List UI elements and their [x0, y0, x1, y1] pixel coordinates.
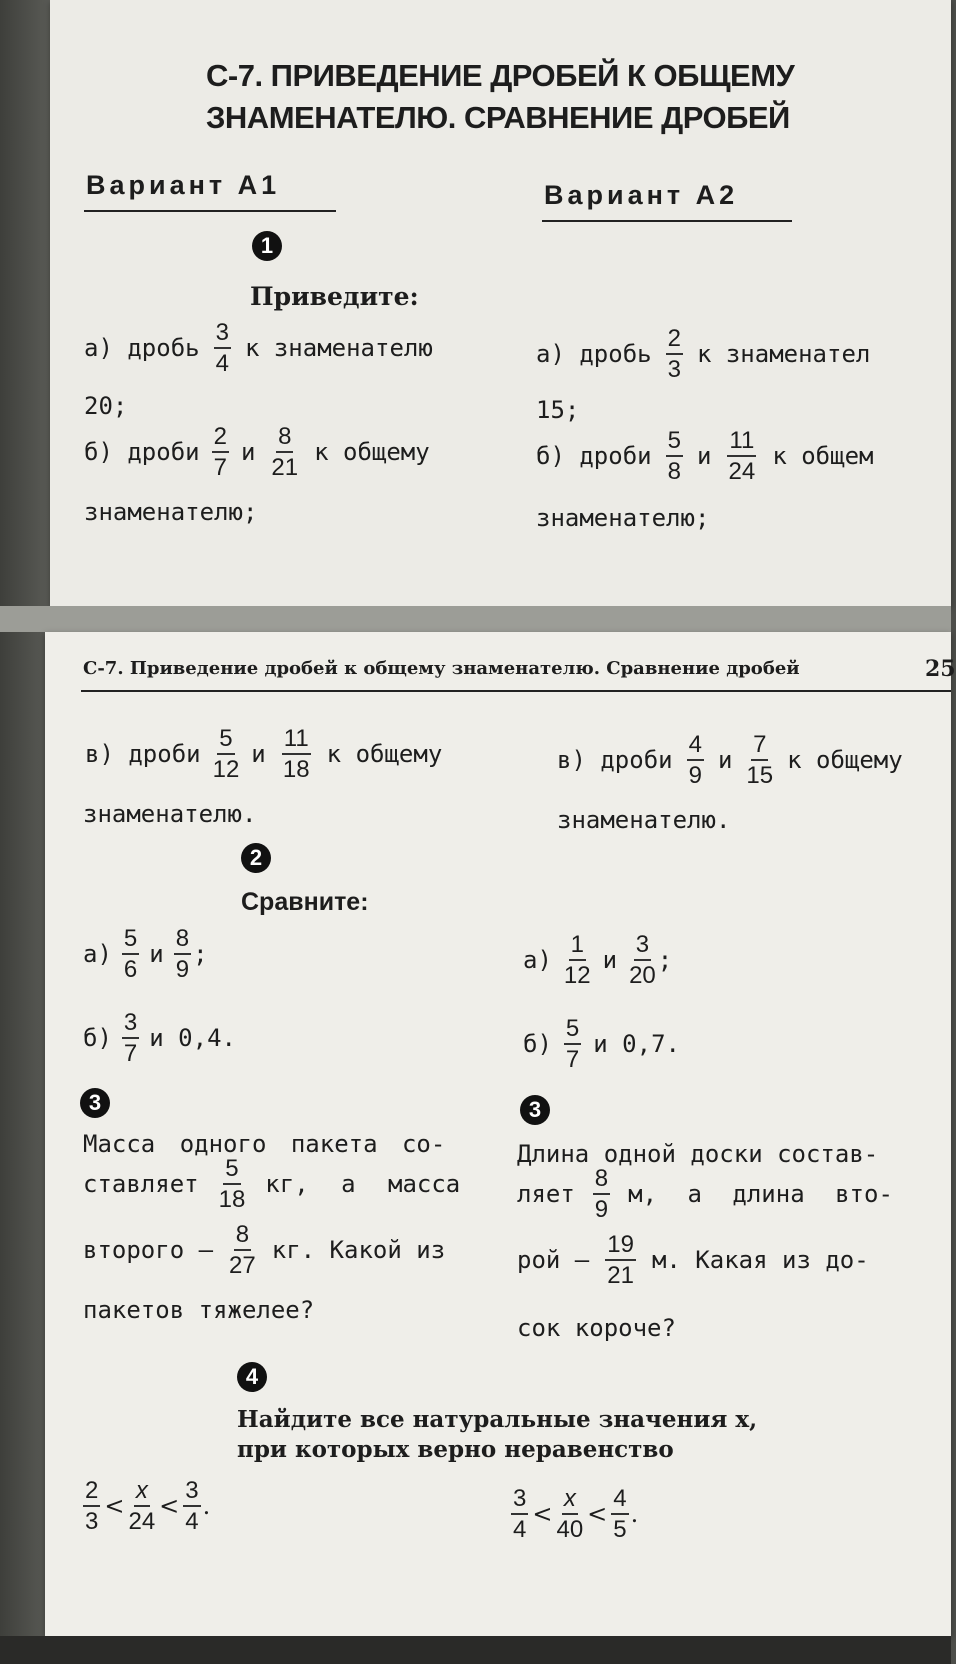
header-rule	[81, 690, 951, 692]
a2-task2b-fraction	[564, 1016, 581, 1072]
a1-task1v-and: и	[251, 740, 266, 769]
a2-task3-fraction2	[605, 1232, 636, 1288]
fraction-denominator: 18	[218, 1186, 246, 1214]
a2-task1v-and: и	[717, 746, 733, 775]
a2-task2b-label: б)	[523, 1030, 552, 1059]
a1-task3-line1: Масса одного пакета со-	[83, 1130, 446, 1158]
a2-task1a-line	[536, 326, 870, 382]
a2-task3-line2	[517, 1166, 893, 1222]
fraction-numerator: 1	[569, 932, 586, 961]
a1-task1a-line	[84, 320, 433, 376]
a1-task1v-suffix: к общему	[326, 740, 443, 769]
a2-task3-line2-post: м, а длина вто-	[628, 1180, 893, 1209]
variant-a1-heading: Вариант А1	[86, 170, 281, 200]
fraction-denominator: 7	[123, 1040, 138, 1068]
a2-ineq-fraction2	[556, 1486, 583, 1542]
task-1-heading: Приведите:	[250, 282, 419, 311]
a1-ineq-lt1: <	[104, 1492, 125, 1521]
worksheet-page-bottom	[45, 632, 956, 1636]
fraction-numerator: 8	[276, 424, 293, 453]
fraction-numerator: 5	[666, 428, 683, 457]
a2-ineq-lt1: <	[532, 1500, 553, 1529]
a1-task2a-fraction1	[122, 926, 139, 982]
a1-task3-line3	[83, 1222, 445, 1278]
a1-task2a-label: а)	[83, 940, 112, 969]
a1-task2b-fraction	[122, 1010, 139, 1066]
a1-task2b-rest: и 0,4.	[149, 1024, 236, 1053]
a2-task1v-fraction2	[746, 732, 773, 788]
fraction-numerator: 3	[183, 1478, 200, 1507]
fraction-numerator: 3	[511, 1486, 528, 1515]
a2-ineq-lt2: <	[587, 1500, 608, 1529]
fraction-denominator: 9	[594, 1196, 609, 1224]
fraction-numerator: 8	[234, 1222, 251, 1251]
fraction-denominator: 9	[175, 956, 190, 984]
a2-task1a-continuation: 15;	[536, 396, 580, 424]
a2-task3-line3-pre: рой —	[517, 1246, 590, 1275]
fraction-denominator: 6	[123, 956, 138, 984]
a1-ineq-lt2: <	[159, 1492, 180, 1521]
a1-ineq-fraction1	[83, 1478, 100, 1534]
a2-task2b-line	[523, 1016, 680, 1072]
a1-task1b-suffix: к общему	[314, 438, 430, 467]
a1-task3-line4: пакетов тяжелее?	[83, 1296, 315, 1324]
a2-task1b-line	[536, 428, 873, 484]
fraction-numerator: 8	[593, 1166, 610, 1195]
a2-task1a-fraction	[666, 326, 683, 382]
a2-task3-line3	[517, 1232, 869, 1288]
a1-task1v-prefix: в) дроби	[85, 740, 201, 769]
fraction-denominator: 27	[229, 1252, 256, 1280]
fraction-numerator: 19	[605, 1232, 636, 1261]
fraction-denominator: 24	[728, 458, 756, 486]
fraction-denominator: 3	[85, 1508, 99, 1536]
a1-task2b-line	[83, 1010, 236, 1066]
a1-task1v-line	[85, 726, 442, 782]
a2-task1b-continuation: знаменателю;	[536, 504, 710, 532]
a2-task1b-fraction1	[666, 428, 683, 484]
page-title-line2: ЗНАМЕНАТЕЛЮ. СРАВНЕНИЕ ДРОБЕЙ	[206, 100, 790, 135]
task-4-line2: при которых верно неравенство	[237, 1436, 674, 1463]
page-number: 25	[925, 656, 956, 682]
a2-task1b-prefix: б) дроби	[536, 442, 652, 471]
a2-task1b-suffix: к общем	[772, 442, 874, 471]
a1-task1b-and: и	[240, 438, 256, 467]
a2-task1v-continuation: знаменателю.	[557, 806, 731, 834]
a2-ineq-end: .	[630, 1500, 639, 1529]
a2-ineq-fraction1	[511, 1486, 528, 1542]
a2-task2a-line	[523, 932, 672, 988]
fraction-numerator: 3	[122, 1010, 139, 1039]
a1-task3-line2	[83, 1156, 460, 1212]
a1-task3-fraction1	[219, 1156, 246, 1212]
fraction-numerator: 5	[217, 726, 234, 755]
a1-task1v-fraction2	[282, 726, 311, 782]
fraction-numerator: 4	[687, 732, 704, 761]
a2-ineq-fraction3	[611, 1486, 628, 1542]
a1-task-3-number-badge: 3	[80, 1088, 110, 1118]
a2-task1v-line	[557, 732, 903, 788]
fraction-denominator: 12	[212, 756, 240, 784]
a1-task2b-label: б)	[83, 1024, 112, 1053]
task-4-number-badge: 4	[237, 1362, 267, 1392]
a2-task3-line2-pre: ляет	[517, 1180, 575, 1209]
a1-task1a-fraction	[214, 320, 231, 376]
a1-task1b-line	[84, 424, 430, 480]
fraction-denominator: 7	[565, 1046, 580, 1074]
fraction-numerator: 3	[214, 320, 231, 349]
a1-task3-line3-pre: второго —	[83, 1236, 214, 1265]
worksheet-page-top	[50, 0, 951, 606]
a1-task1a-continuation: 20;	[84, 392, 128, 420]
a2-task3-fraction1	[593, 1166, 610, 1222]
a2-task2a-end: ;	[657, 946, 673, 975]
a2-task3-line1: Длина одной доски состав-	[517, 1140, 879, 1168]
fraction-numerator: 5	[223, 1156, 240, 1185]
a2-task1v-prefix: в) дроби	[557, 746, 673, 775]
fraction-numerator: 11	[727, 428, 756, 457]
fraction-denominator: 3	[667, 356, 681, 384]
a1-task3-line2-pre: ставляет	[83, 1170, 199, 1199]
a2-task-3-number-badge: 3	[520, 1095, 550, 1125]
a1-task3-fraction2	[229, 1222, 256, 1278]
fraction-denominator: 5	[613, 1516, 627, 1544]
a2-task1a-prefix: а) дробь	[536, 340, 652, 369]
variant-a1-underline	[84, 210, 336, 212]
fraction-denominator: 12	[563, 962, 591, 990]
a2-task2a-label: а)	[523, 946, 552, 975]
a2-task1v-suffix: к общему	[787, 746, 903, 775]
fraction-numerator: 2	[83, 1478, 100, 1507]
fraction-denominator: 18	[282, 756, 310, 784]
fraction-denominator: 15	[746, 762, 774, 790]
a1-task1b-fraction2	[271, 424, 298, 480]
a2-task2a-fraction1	[564, 932, 591, 988]
a1-task1v-continuation: знаменателю.	[83, 800, 257, 828]
a2-task1v-fraction1	[687, 732, 704, 788]
task-1-number-badge: 1	[252, 231, 282, 261]
fraction-numerator: 4	[611, 1486, 628, 1515]
a1-task3-line3-post: кг. Какой из	[271, 1236, 446, 1265]
fraction-denominator: 8	[667, 458, 681, 486]
a1-task1b-continuation: знаменателю;	[84, 498, 258, 526]
fraction-denominator: 4	[215, 350, 229, 378]
fraction-denominator: 24	[128, 1508, 156, 1536]
fraction-numerator: 11	[282, 726, 311, 755]
a2-task1b-and: и	[696, 442, 712, 471]
a1-ineq-fraction2	[128, 1478, 155, 1534]
task-2-heading: Сравните:	[241, 888, 369, 916]
a1-task1a-prefix: а) дробь	[84, 334, 200, 363]
fraction-numerator: 8	[174, 926, 191, 955]
a2-task4-inequality	[511, 1486, 638, 1542]
running-header: С-7. Приведение дробей к общему знаменателю. Сравнение дробей	[83, 658, 800, 679]
task-4-line1: Найдите все натуральные значения x,	[237, 1406, 758, 1433]
a1-ineq-fraction3	[183, 1478, 200, 1534]
a1-task4-inequality	[83, 1478, 210, 1534]
a1-task1a-suffix: к знаменателю	[244, 334, 433, 363]
fraction-denominator: 4	[513, 1516, 527, 1544]
a1-task3-line2-post: кг, а масса	[265, 1170, 461, 1199]
fraction-numerator: x	[134, 1478, 150, 1507]
fraction-numerator: 5	[122, 926, 139, 955]
background-bottom-edge	[0, 1636, 951, 1664]
fraction-numerator: 5	[564, 1016, 581, 1045]
a1-task2a-end: ;	[193, 940, 208, 969]
fraction-numerator: 3	[634, 932, 651, 961]
variant-a2-heading: Вариант А2	[544, 180, 739, 210]
a1-task1b-fraction1	[212, 424, 229, 480]
fraction-denominator: 21	[271, 454, 299, 482]
fraction-numerator: 2	[212, 424, 229, 453]
task-2-number-badge: 2	[241, 843, 271, 873]
a2-task3-line4: сок короче?	[517, 1314, 676, 1342]
a2-task2b-rest: и 0,7.	[593, 1030, 680, 1059]
fraction-denominator: 4	[185, 1508, 199, 1536]
a1-ineq-end: .	[202, 1492, 211, 1521]
a2-task2a-and: и	[602, 946, 618, 975]
fraction-numerator: 7	[751, 732, 768, 761]
fraction-denominator: 20	[629, 962, 656, 990]
page-title-line1: С-7. ПРИВЕДЕНИЕ ДРОБЕЙ К ОБЩЕМУ	[206, 58, 795, 93]
fraction-numerator: 2	[666, 326, 683, 355]
fraction-numerator: x	[562, 1486, 578, 1515]
a1-task2a-line	[83, 926, 208, 982]
variant-a2-underline	[542, 220, 792, 222]
page-gap	[0, 606, 951, 632]
fraction-denominator: 21	[607, 1262, 634, 1290]
a2-task1a-suffix: к знаменател	[696, 340, 871, 369]
a2-task1b-fraction2	[727, 428, 756, 484]
background-edge	[0, 0, 50, 1636]
fraction-denominator: 9	[688, 762, 702, 790]
a1-task2a-fraction2	[174, 926, 191, 982]
fraction-denominator: 40	[556, 1516, 584, 1544]
a2-task2a-fraction2	[629, 932, 656, 988]
a1-task1v-fraction1	[213, 726, 240, 782]
a1-task1b-prefix: б) дроби	[84, 438, 200, 467]
a1-task2a-and: и	[149, 940, 164, 969]
a2-task3-line3-post: м. Какая из до-	[651, 1246, 869, 1275]
fraction-denominator: 7	[213, 454, 227, 482]
